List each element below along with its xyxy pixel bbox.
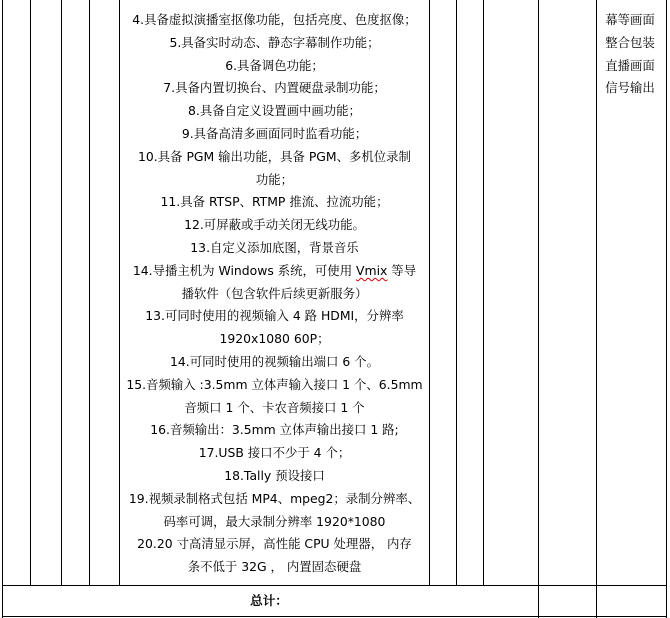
- spec-line: 17.USB 接口不少于 4 个；: [198, 445, 351, 461]
- spec-line: 12.可屏蔽或手动关闭无线功能。: [184, 217, 365, 233]
- total-label: 总计：: [250, 593, 288, 608]
- note-text-cell: [597, 9, 663, 100]
- spec-line-text: 14.导播主机为 Windows 系统，可使用: [132, 262, 357, 278]
- note-line: 整合包装: [605, 34, 655, 50]
- spec-line: 18.Tally 预设接口: [224, 467, 325, 483]
- spec-line: 1920x1080 60P；: [219, 331, 330, 347]
- spec-line: 10.具备 PGM 输出功能，具备 PGM、多机位录制: [138, 148, 411, 164]
- spec-line: 11.具备 RTSP、RTMP 推流、拉流功能；: [160, 194, 389, 210]
- note-line: 信号输出: [605, 80, 655, 96]
- spec-line-text: 等导: [387, 262, 417, 278]
- column-divider: [30, 0, 31, 585]
- spec-line: 9.具备高清多画面同时监看功能；: [181, 125, 368, 141]
- table-border-right: [666, 0, 667, 618]
- spec-line: 13.可同时使用的视频输入 4 路 HDMI，分辨率: [145, 308, 404, 324]
- note-line: 幕等画面: [605, 12, 655, 27]
- column-divider: [456, 0, 457, 585]
- spec-line: 5.具备实时动态、静态字幕制作功能；: [169, 34, 380, 50]
- spec-line: 19.视频录制格式包括 MP4、mpeg2；录制分辨率、: [128, 490, 421, 506]
- column-divider: [89, 0, 90, 585]
- spec-line: 播软件（包含软件后续更新服务）: [181, 285, 368, 301]
- spec-line: 7.具备内置切换台、内置硬盘录制功能；: [163, 80, 386, 96]
- spec-line: 13.自定义添加底图，背景音乐: [190, 239, 359, 255]
- column-divider: [483, 0, 484, 585]
- spec-line: [120, 260, 429, 283]
- spec-text-cell: [120, 9, 429, 579]
- spec-line: 8.具备自定义设置画中画功能；: [188, 103, 361, 119]
- column-divider: [429, 0, 430, 585]
- spec-line: 20.20 寸高清显示屏，高性能 CPU 处理器， 内存: [137, 536, 412, 552]
- table-border-left: [2, 0, 3, 618]
- spec-line: 15.音频输入 :3.5mm 立体声输入接口 1 个、6.5mm: [126, 376, 423, 392]
- spec-line: 16.音频输出：3.5mm 立体声输出接口 1 路;: [150, 422, 399, 438]
- spec-line: 功能；: [255, 171, 294, 187]
- column-divider: [61, 0, 62, 585]
- spec-line: 14.可同时使用的视频输出端口 6 个。: [170, 353, 379, 369]
- spec-line: 音频口 1 个、卡农音频接口 1 个: [184, 399, 365, 415]
- spec-line: 6.具备调色功能；: [225, 57, 324, 73]
- spellcheck-marked-word: Vmix: [356, 262, 388, 278]
- column-divider: [538, 0, 539, 618]
- spec-line: 码率可调，最大录制分辨率 1920*1080: [163, 513, 386, 529]
- spec-line: 条不低于 32G ， 内置固态硬盘: [187, 559, 362, 575]
- spec-line: 4.具备虚拟演播室抠像功能，包括亮度、色度抠像；: [132, 12, 417, 27]
- table-border-bottom: [2, 616, 667, 617]
- note-line: 直播画面: [605, 57, 655, 73]
